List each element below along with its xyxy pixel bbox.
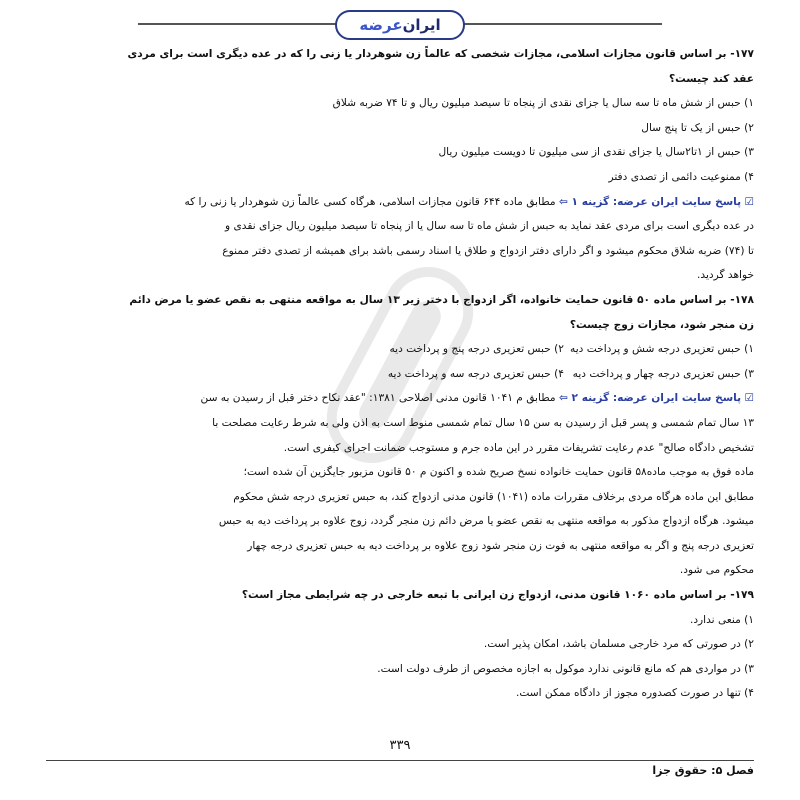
q177-option-3: ۳) حبس از ۱تا۲سال یا جزای نقدی از سی میلیون تا دویست میلیون ریال [438,146,754,159]
logo-text-b: عرضه [359,16,403,34]
checkbox-icon: ☑ [744,392,754,405]
q178-answer-line-7: تعزیری درجه پنج و اگر به مواقعه منتهی به فوت زن منجر شود زوج علاوه بر پرداخت دیه به حبس تعزیری درجه چهار [247,539,754,552]
question-179-line-1: ۱۷۹- بر اساس ماده ۱۰۶۰ قانون مدنی، ازدواج زن ایرانی با تبعه خارجی در چه شرایطی مجاز است؟ [241,589,754,602]
q177-answer-line-2: در عده دیگری است برای مردی عقد نماید به حبس از شش ماه تا سه سال یا از پنجاه تا سیصد میلیون ریال جزای نقدی و [225,220,754,233]
q178-options-row-1 [46,337,754,362]
question-177-line-1: ۱۷۷- بر اساس قانون مجازات اسلامی، مجازات شخصی که عالماً زن شوهردار یا زنی را که در عده دیگری است برای مردی [127,48,754,60]
q179-option-2: ۲) در صورتی که مرد خارجی مسلمان باشد، امکان پذیر است. [483,638,754,651]
q178-answer-line-8: محکوم می شود. [679,564,754,577]
q177-answer-line-3: تا (۷۴) ضربه شلاق محکوم میشود و اگر دارای دفتر ازدواج و طلاق یا اسناد رسمی باشد برای همیشه از تصدی دفتر ممنوع [222,244,754,257]
logo-text-a: ایران [402,16,441,34]
header-logo-bar [0,6,800,40]
q178-answer-line-5: مطابق این ماده هرگاه مردی برخلاف مقررات ماده (۱۰۴۱) قانون مدنی ازدواج کند، به حبس تعزیری درجه شش محکوم [233,490,754,503]
q178-options-row-2 [46,362,754,387]
chapter-title: فصل ۵: حقوق جزا [652,764,754,777]
q178-option-1: ۱) حبس تعزیری درجه شش و پرداخت دیه [570,343,754,356]
question-177-line-2: عقد کند چیست؟ [668,72,754,85]
question-178-line-1: ۱۷۸- بر اساس ماده ۵۰ قانون حمایت خانواده، اگر ازدواج با دختر زیر ۱۳ سال به مواقعه منتهی به نقص عضو یا مرض دائم [129,293,754,306]
answer-text: مطابق ماده ۶۴۴ قانون مجازات اسلامی، هرگاه کسی عالماً زن شوهردار یا زنی را که [184,195,556,208]
footer-rule [46,760,754,761]
answer-text: مطابق م ۱۰۴۱ قانون مدنی اصلاحی ۱۳۸۱: "عقد نکاح دختر قبل از رسیدن به سن [200,392,556,405]
q178-answer-line-1 [46,386,754,411]
q177-option-1: ۱) حبس از شش ماه تا سه سال یا جزای نقدی از پنجاه تا سیصد میلیون ریال و تا ۷۴ ضربه شلاق [332,97,754,110]
answer-tag: پاسخ سایت ایران عرضه: گزینه ۱ ⇦ [558,195,742,208]
page-footer [46,738,754,778]
q179-option-1: ۱) منعی ندارد. [689,613,754,626]
checkbox-icon: ☑ [744,195,754,208]
q178-answer-line-2: ۱۳ سال تمام شمسی و پسر قبل از رسیدن به سن ۱۵ سال تمام شمسی منوط است به اذن ولی به شرط رعایت مصلحت با [212,416,754,429]
q178-answer-line-4: ماده فوق به موجب ماده۵۸ قانون حمایت خانواده نسخ صریح شده و اکنون م ۵۰ قانون مزبور جایگزین آن شده است؛ [243,466,754,479]
q177-answer-line-1 [46,190,754,215]
brand-logo [335,10,465,40]
q179-option-3: ۳) در مواردی هم که مانع قانونی ندارد موکول به اجازه مخصوص از طرف دولت است. [377,662,754,675]
q178-answer-line-6: میشود. هرگاه ازدواج مذکور به مواقعه منتهی به نقص عضو یا مرض دائم زن منجر گردد، زوج علاوه بر پرداخت دیه به حبس [218,515,754,528]
q177-option-2: ۲) حبس از یک تا پنج سال [641,121,754,134]
answer-tag: پاسخ سایت ایران عرضه: گزینه ۲ ⇦ [558,392,742,405]
q178-option-2: ۲) حبس تعزیری درجه پنج و پرداخت دیه [389,343,564,356]
q178-answer-line-3: تشخیص دادگاه صالح" عدم رعایت تشریفات مقرر در این ماده جرم و مستوجب ضمانت اجرای کیفری است. [283,441,754,454]
q177-answer-line-4: خواهد گردید. [697,269,754,282]
q178-option-3: ۳) حبس تعزیری درجه چهار و پرداخت دیه [572,367,754,380]
document-body [46,42,754,706]
q178-option-4: ۴) حبس تعزیری درجه سه و پرداخت دیه [387,367,564,380]
page-number: ۳۳۹ [389,738,411,753]
q177-option-4: ۴) ممنوعیت دائمی از تصدی دفتر [608,170,754,183]
q179-option-4: ۴) تنها در صورت کصدوره مجوز از دادگاه ممکن است. [515,687,754,700]
question-178-line-2: زن منجر شود، مجازات زوج چیست؟ [569,318,754,331]
